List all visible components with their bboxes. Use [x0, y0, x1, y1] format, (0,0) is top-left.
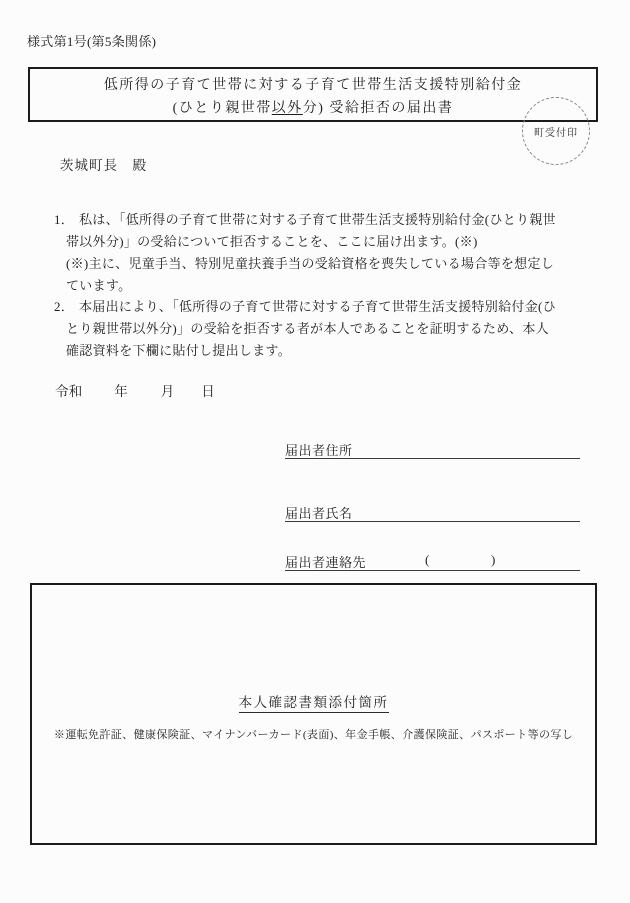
title-box: [28, 67, 598, 122]
attachment-box: [30, 583, 597, 845]
document-title-line-2: [30, 97, 596, 120]
attachment-box-title: 本人確認書類添付箇所: [239, 691, 389, 713]
clause-1-line-2: 帯以外分)」の受給について拒否することを、ここに届け出ます。(※): [66, 234, 478, 249]
year-suffix-label: 年: [114, 384, 129, 399]
applicant-address-field: [285, 440, 580, 459]
applicant-contact-field: [285, 552, 580, 571]
clause-1-number: 1．: [54, 212, 75, 227]
title-line2-underlined: 以外: [271, 101, 303, 116]
clause-2-line-2: とり親世帯以外分)」の受給を拒否する者が本人であることを証明するため、本人: [66, 321, 549, 336]
attachment-box-note: ※運転免許証、健康保険証、マイナンバーカード(表面)、年金手帳、介護保険証、パスポート等の写し: [53, 729, 574, 741]
day-suffix-label: 日: [201, 384, 216, 399]
applicant-contact-label: 届出者連絡先: [285, 555, 367, 570]
addressee-label: 茨城町長 殿: [60, 158, 147, 173]
applicant-name-field: [285, 503, 580, 522]
clause-1-line-3: (※)主に、児童手当、特別児童扶養手当の受給資格を喪失している場合等を想定し: [66, 256, 555, 271]
date-line: [55, 383, 215, 401]
title-line2-post: 分) 受給拒否の届出書: [302, 101, 454, 116]
applicant-address-label: 届出者住所: [285, 443, 353, 458]
clause-2-number: 2．: [54, 299, 75, 314]
title-line2-pre: (ひとり親世帯: [172, 101, 272, 116]
form-number-label: 様式第1号(第5条関係): [27, 34, 157, 49]
era-label: 令和: [55, 384, 83, 399]
applicant-name-label: 届出者氏名: [285, 506, 353, 521]
clause-1-line-4: ています。: [66, 278, 132, 293]
contact-paren-open: (: [425, 552, 430, 567]
contact-paren-close: ): [491, 552, 496, 567]
month-suffix-label: 月: [160, 384, 175, 399]
clause-2-line-3: 確認資料を下欄に貼付し提出します。: [66, 343, 292, 358]
town-receipt-stamp-circle: [522, 97, 590, 165]
clause-2-line-1: 本届出により、「低所得の子育て世帯に対する子育て世帯生活支援特別給付金(ひ: [79, 299, 556, 314]
town-receipt-stamp-label: 町受付印: [534, 127, 578, 139]
clause-1-line-1: 私は、「低所得の子育て世帯に対する子育て世帯生活支援特別給付金(ひとり親世: [79, 212, 556, 227]
document-title-line-1: 低所得の子育て世帯に対する子育て世帯生活支援特別給付金: [103, 78, 523, 93]
